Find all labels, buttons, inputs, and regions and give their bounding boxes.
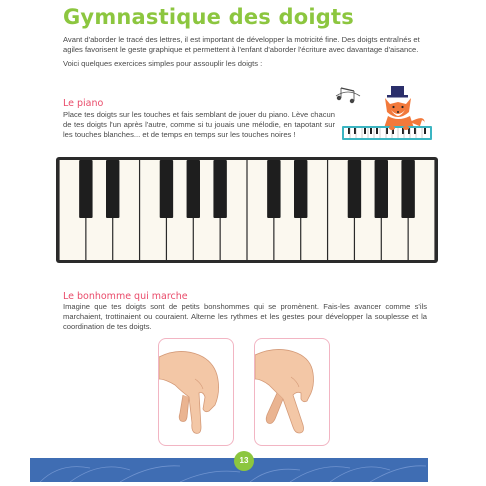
section-title-walking: Le bonhomme qui marche: [63, 291, 188, 302]
section-text-piano: Place tes doigts sur les touches et fais semblant de jouer du piano. Lève chacun de tes doigts l'un après l'autre, comme si tu jouais une mélodie, en tapotant sur les touches blanches... et de temps en temps sur les touches noires !: [63, 110, 335, 139]
music-note-icon: [336, 88, 360, 103]
black-key: [375, 160, 388, 218]
page-title: Gymnastique des doigts: [63, 5, 354, 29]
black-key: [160, 160, 173, 218]
fox-pianist-illustration: [330, 82, 435, 144]
walking-fingers-hand-illustration: [254, 338, 330, 446]
walking-fingers-hand-illustration: [158, 338, 234, 446]
black-key: [348, 160, 361, 218]
intro-text: [63, 35, 433, 73]
black-key: [294, 160, 307, 218]
section-title-piano: Le piano: [63, 98, 104, 109]
black-key: [106, 160, 119, 218]
intro-paragraph: Voici quelques exercices simples pour assouplir les doigts :: [63, 59, 263, 68]
piano-keyboard: [55, 156, 439, 264]
black-key: [79, 160, 92, 218]
black-key: [213, 160, 226, 218]
footer-band: [30, 458, 428, 482]
page-number: 13: [234, 451, 254, 471]
section-text-walking: Imagine que tes doigts sont de petits bonshommes qui se promènent. Fais-les avancer comme s'ils marchaient, trottinaient ou couraient. Alterne les rythmes et les gestes pour développer la souplesse et la coordination de tes doigts.: [63, 302, 427, 331]
black-key: [187, 160, 200, 218]
black-key: [267, 160, 280, 218]
black-key: [401, 160, 414, 218]
intro-paragraph: Avant d'aborder le tracé des lettres, il est important de développer la motricité fine. Des doigts entraînés et agiles favorisent le geste graphique et permettent à l'enfant d'aborder l'écriture avec davantage d'aisance.: [63, 35, 420, 54]
